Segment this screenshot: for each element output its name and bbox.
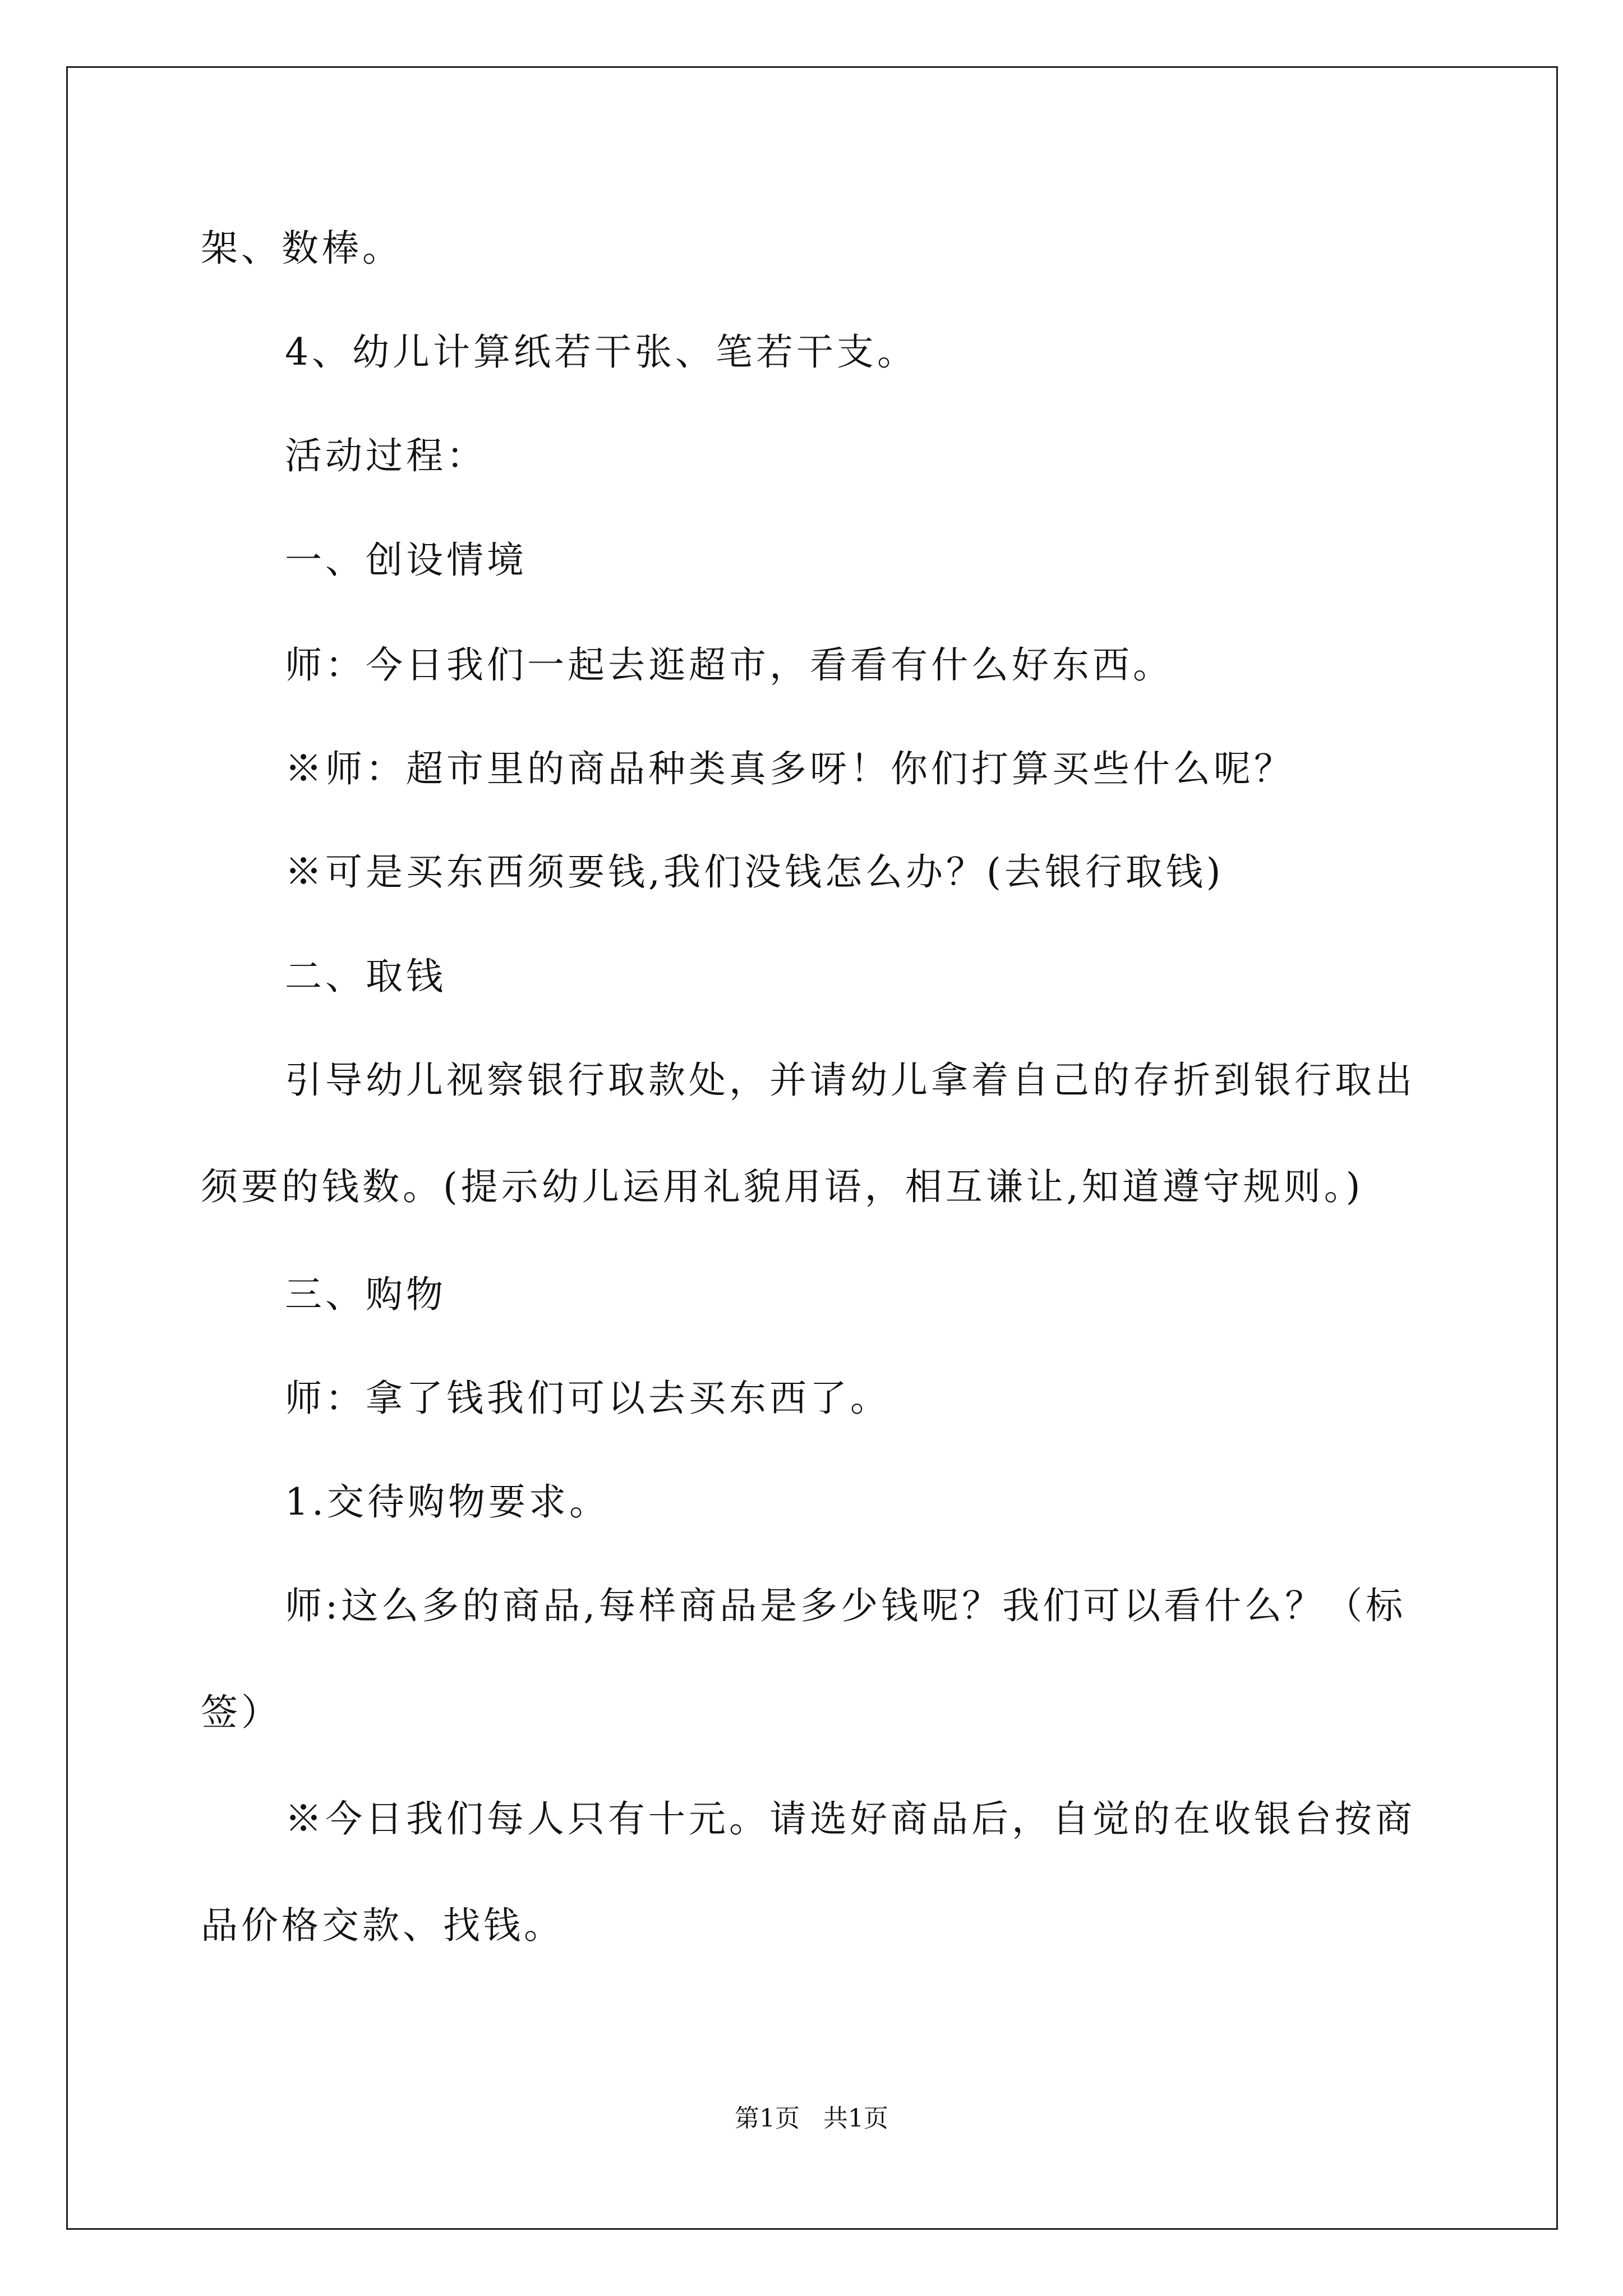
page-footer [0, 2098, 1623, 2134]
paragraph: 1.交待购物要求。 [285, 1480, 610, 1524]
section-heading: 一、创设情境 [285, 539, 527, 582]
paragraph: 活动过程： [285, 434, 487, 477]
section-heading: 三、购物 [285, 1273, 446, 1316]
page-total: 共1页 [823, 2104, 888, 2133]
paragraph: 师：拿了钱我们可以去买东西了。 [285, 1377, 891, 1420]
paragraph: 师:这么多的商品,每样商品是多少钱呢？我们可以看什么？（标签） [201, 1584, 1407, 1734]
paragraph: 4、幼儿计算纸若干张、笔若干支。 [285, 330, 917, 374]
paragraph: ※今日我们每人只有十元。请选好商品后，自觉的在收银台按商品价格交款、找钱。 [201, 1797, 1415, 1947]
paragraph: 引导幼儿视察银行取款处，并请幼儿拿着自己的存折到银行取出须要的钱数。(提示幼儿运用礼貌用语，相互谦让,知道遵守规则。) [201, 1059, 1415, 1208]
paragraph: ※师：超市里的商品种类真多呀！你们打算买些什么呢？ [285, 747, 1294, 790]
paragraph: 架、数棒。 [201, 227, 403, 270]
paragraph: 师：今日我们一起去逛超市，看看有什么好东西。 [285, 643, 1173, 687]
page-number: 第1页 [735, 2104, 800, 2133]
section-heading: 二、取钱 [285, 955, 446, 998]
paragraph: ※可是买东西须要钱,我们没钱怎么办？(去银行取钱) [285, 850, 1224, 894]
